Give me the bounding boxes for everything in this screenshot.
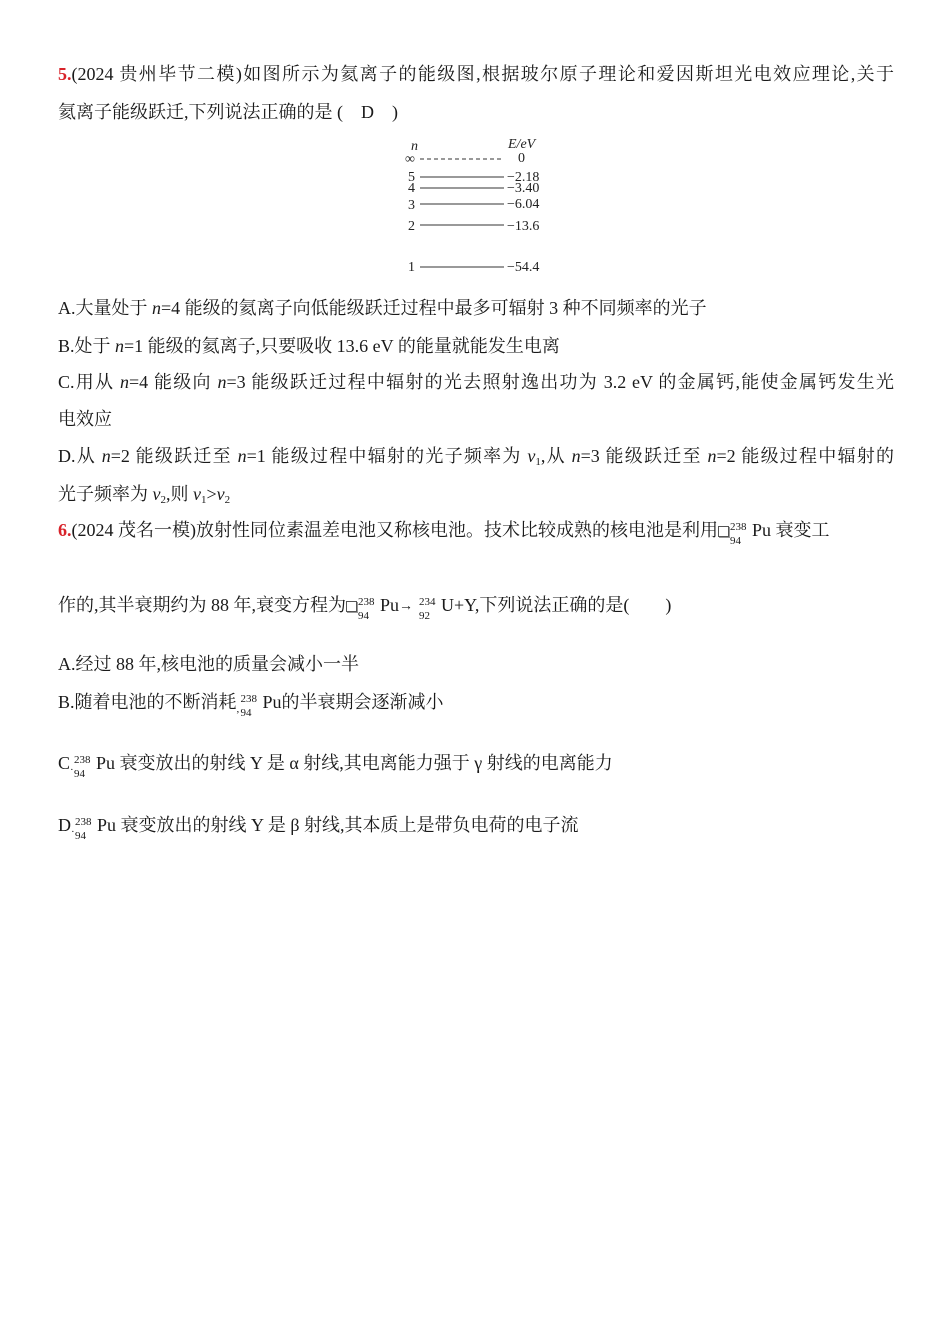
q6-c-label: C — [58, 753, 71, 773]
arrow-right-icon — [399, 593, 415, 617]
q5-d-n4: n — [707, 446, 717, 466]
q5-a-text-2: =4 能级的氦离子向低能级跃迁过程中最多可辐射 3 种不同频率的光子 — [161, 298, 707, 318]
q5-c-n2: n — [217, 372, 227, 392]
placeholder-box-icon — [718, 526, 729, 537]
q6-nuclide-u — [415, 593, 441, 622]
q5-d-v2b: v — [216, 484, 225, 504]
q6-b-text-1: B.随着电池的不断消耗 — [58, 692, 237, 712]
q6-line-1 — [58, 518, 894, 547]
q6-d-dot: · — [71, 826, 75, 838]
q5-option-d-line-2 — [58, 482, 894, 512]
q6-mass-1: 238 — [730, 521, 747, 533]
q5-d-gt: > — [206, 484, 217, 504]
level-n-3: 3 — [408, 198, 415, 213]
q6-pu-2: Pu — [380, 595, 400, 615]
q5-d-n1: n — [101, 446, 111, 466]
q6-b-nuclide — [236, 690, 263, 719]
q5-option-c — [58, 370, 894, 394]
q6-u-mass: 234 — [419, 596, 436, 608]
level-e-4: −3.40 — [507, 181, 540, 196]
q5-a-n: n — [152, 298, 161, 318]
q5-d-text-1: D.从 — [58, 446, 102, 466]
q5-option-a — [58, 296, 894, 320]
q5-b-n: n — [115, 336, 125, 356]
q5-c-n1: n — [120, 372, 130, 392]
q6-c-text: 衰变放出的射线 Y 是 α 射线,其电离能力强于 γ 射线的电离能力 — [115, 753, 613, 773]
q5-line-2 — [58, 100, 894, 124]
q6-z-2: 94 — [358, 610, 369, 622]
q5-line-1 — [58, 62, 894, 86]
level-e-inf: 0 — [518, 151, 525, 166]
q6-option-c — [58, 751, 894, 780]
axis-n-label: n — [411, 139, 418, 154]
q5-d-n3: n — [571, 446, 581, 466]
q5-d-text-8: ,则 — [166, 484, 193, 504]
level-n-inf: ∞ — [405, 152, 415, 167]
q6-b-mass: 238 — [240, 693, 258, 705]
q6-stem-2-tail: U+Y,下列说法正确的是( ) — [441, 595, 672, 615]
q6-u-z: 92 — [419, 610, 431, 622]
level-n-1: 1 — [408, 260, 415, 275]
q5-d-text-6: =2 能级过程中辐射的 — [716, 446, 895, 466]
q6-line-2 — [58, 593, 894, 622]
q5-d-text-3: =1 能级过程中辐射的光子频率为 — [246, 446, 528, 466]
q6-stem-2: 作的,其半衰期约为 88 年,衰变方程为 — [58, 595, 346, 615]
q5-option-d — [58, 444, 894, 474]
q6-option-b — [58, 690, 894, 719]
q5-d-text-5: =3 能级跃迁至 — [580, 446, 708, 466]
q5-c-text-2: =4 能级向 — [129, 372, 218, 392]
level-e-3: −6.04 — [507, 197, 540, 212]
q5-option-c-line-2 — [58, 407, 894, 431]
level-e-5: −2.18 — [507, 170, 540, 185]
q5-c-text-4: 电效应 — [58, 409, 112, 429]
q6-c-mass: 238 — [74, 754, 91, 766]
q5-d-text-2: =2 能级跃迁至 — [110, 446, 238, 466]
q5-option-b — [58, 334, 894, 358]
arrow-glyph: → — [399, 599, 414, 614]
q6-nuclide-pu-1 — [726, 518, 752, 547]
q5-b-text-1: B.处于 — [58, 336, 116, 356]
level-n-4: 4 — [408, 181, 415, 196]
q6-z-1: 94 — [730, 535, 741, 547]
q6-mass-2: 238 — [358, 596, 375, 608]
q6-nuclide-pu-2 — [354, 593, 380, 622]
q5-d-text-4: ,从 — [540, 446, 572, 466]
energy-level-diagram — [400, 134, 560, 280]
q6-a-text: A.经过 88 年,核电池的质量会减小一半 — [58, 654, 359, 674]
q6-c-z: 94 — [74, 768, 86, 780]
q6-d-label: D — [58, 815, 71, 835]
q5-d-v2: v — [152, 484, 161, 504]
q6-b-comma: , — [236, 703, 240, 715]
q5-stem-1: (2024 贵州毕节二模)如图所示为氦离子的能级图,根据玻尔原子理论和爱因斯坦光电效应理论,关于 — [71, 64, 894, 84]
placeholder-box-icon — [346, 601, 357, 612]
q5-b-text-2: =1 能级的氦离子,只要吸收 13.6 eV 的能量就能发生电离 — [124, 336, 560, 356]
q5-d-sub1: 1 — [535, 456, 541, 468]
q5-d-sub1b: 1 — [201, 494, 207, 506]
q6-d-nuclide — [71, 813, 97, 842]
q5-stem-2: 氦离子能级跃迁,下列说法正确的是 ( D ) — [58, 102, 398, 122]
q6-d-text: 衰变放出的射线 Y 是 β 射线,其本质上是带负电荷的电子流 — [116, 815, 579, 835]
q6-number: 6. — [58, 520, 72, 540]
level-e-2: −13.6 — [507, 219, 540, 234]
q5-number: 5. — [58, 64, 72, 84]
q5-d-sub2b: 2 — [224, 494, 231, 506]
axis-e-label — [507, 137, 537, 152]
level-n-5: 5 — [408, 170, 415, 185]
q5-d-text-7: 光子频率为 — [58, 484, 153, 504]
q6-c-pu: Pu — [96, 753, 116, 773]
axis-e-label-text: E/eV — [508, 137, 536, 152]
q6-b-z: 94 — [240, 707, 252, 719]
q6-option-a — [58, 652, 894, 676]
q5-a-text-1: A.大量处于 — [58, 298, 152, 318]
q5-d-sub2: 2 — [160, 494, 166, 506]
q5-c-text-3: =3 能级跃迁过程中辐射的光去照射逸出功为 3.2 eV 的金属钙,能使金属钙发生光 — [226, 372, 894, 392]
q6-c-dot: · — [70, 764, 74, 776]
q5-d-v1: v — [527, 446, 536, 466]
q6-option-d — [58, 813, 894, 842]
q6-pu-1: Pu — [752, 520, 772, 540]
q6-b-pu: Pu — [262, 692, 282, 712]
q6-d-z: 94 — [75, 830, 86, 842]
q6-b-text-2: 的半衰期会逐渐减小 — [281, 692, 444, 712]
q5-d-n2: n — [237, 446, 247, 466]
level-n-2: 2 — [408, 219, 415, 234]
q6-stem-1-tail: 衰变工 — [771, 520, 830, 540]
q6-d-mass: 238 — [75, 816, 92, 828]
level-e-1: −54.4 — [507, 260, 540, 275]
q5-d-v1b: v — [193, 484, 201, 504]
q6-d-pu: Pu — [97, 815, 117, 835]
q6-stem-1: (2024 茂名一模)放射性同位素温差电池又称核电池。技术比较成熟的核电池是利用 — [71, 520, 718, 540]
q6-c-nuclide — [70, 751, 96, 780]
q5-c-text-1: C.用从 — [58, 372, 121, 392]
